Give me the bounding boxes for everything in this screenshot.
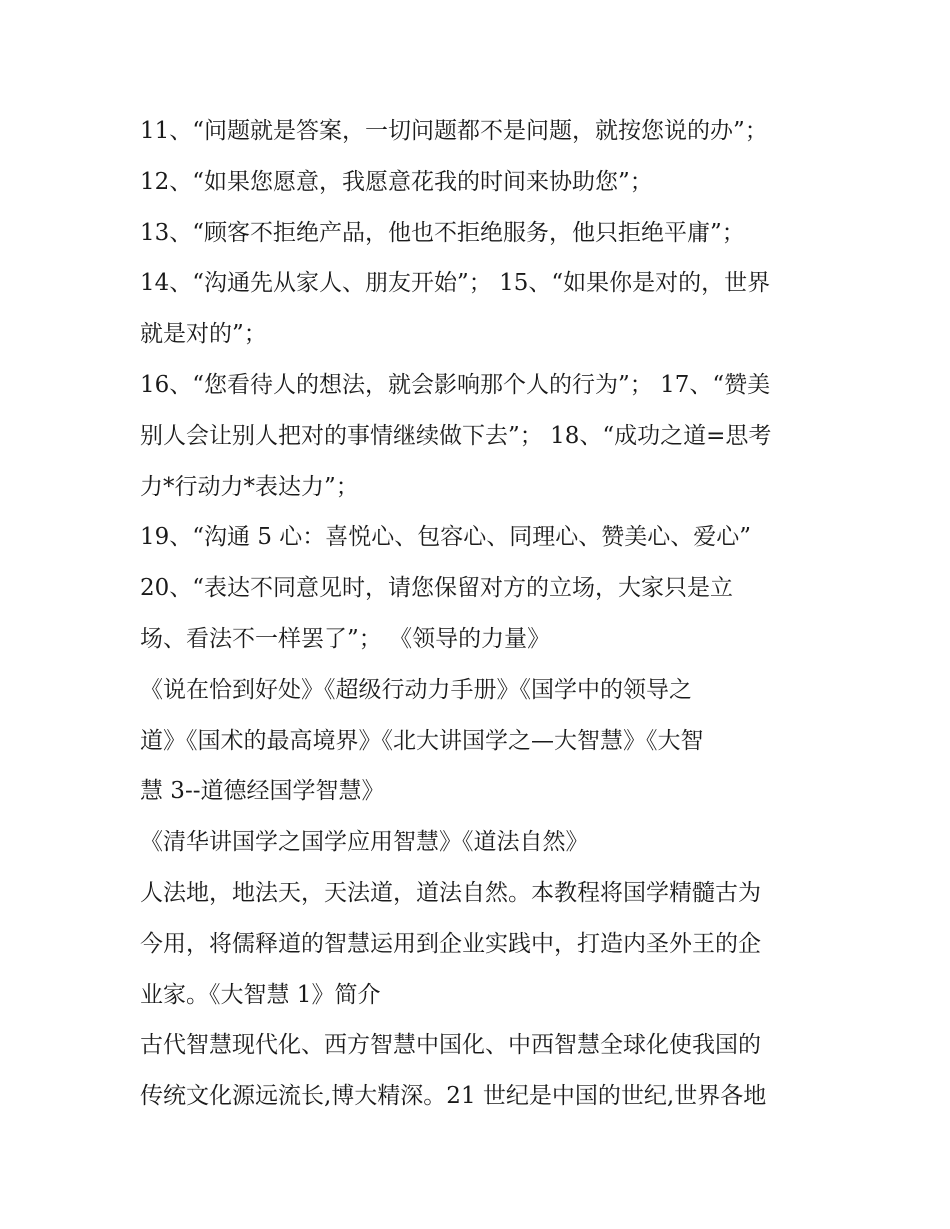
body-text: [140, 106, 820, 1122]
text-line: 人法地，地法天，天法道，道法自然。本教程将国学精髓古为: [140, 879, 761, 906]
text-line: 古代智慧现代化、西方智慧中国化、中西智慧全球化使我国的: [140, 1032, 761, 1059]
text-line: 19、“沟通 5 心：喜悦心、包容心、同理心、赞美心、爱心”: [140, 524, 752, 551]
text-line: 12、“如果您愿意，我愿意花我的时间来协助您”；: [140, 168, 653, 195]
text-line: 传统文化源远流长,博大精深。21 世纪是中国的世纪,世界各地: [140, 1083, 767, 1110]
text-line: 业家。《大智慧 1》简介: [140, 981, 381, 1008]
text-line: 道》《国术的最高境界》《北大讲国学之—大智慧》《大智: [140, 727, 704, 754]
text-line: 14、“沟通先从家人、朋友开始”； 15、“如果你是对的，世界: [140, 270, 771, 297]
text-line: 场、看法不一样罢了”； 《领导的力量》: [140, 625, 551, 652]
text-line: 力*行动力*表达力”；: [140, 473, 359, 500]
text-line: 13、“顾客不拒绝产品，他也不拒绝服务，他只拒绝平庸”；: [140, 219, 745, 246]
text-line: 就是对的”；: [140, 321, 267, 348]
text-line: 11、“问题就是答案，一切问题都不是问题，就按您说的办”；: [140, 118, 768, 144]
text-line: 16、“您看待人的想法，就会影响那个人的行为”； 17、“赞美: [140, 371, 771, 398]
text-line: 20、“表达不同意见时，请您保留对方的立场，大家只是立: [140, 575, 734, 602]
text-line: 《清华讲国学之国学应用智慧》《道法自然》: [140, 829, 589, 856]
text-line: 别人会让别人把对的事情继续做下去”； 18、“成功之道=思考: [140, 422, 772, 449]
text-line: 慧 3--道德经国学智慧》: [140, 778, 385, 805]
text-line: 《说在恰到好处》《超级行动力手册》《国学中的领导之: [140, 676, 692, 703]
text-line: 今用，将儒释道的智慧运用到企业实践中，打造内圣外王的企: [140, 930, 761, 957]
